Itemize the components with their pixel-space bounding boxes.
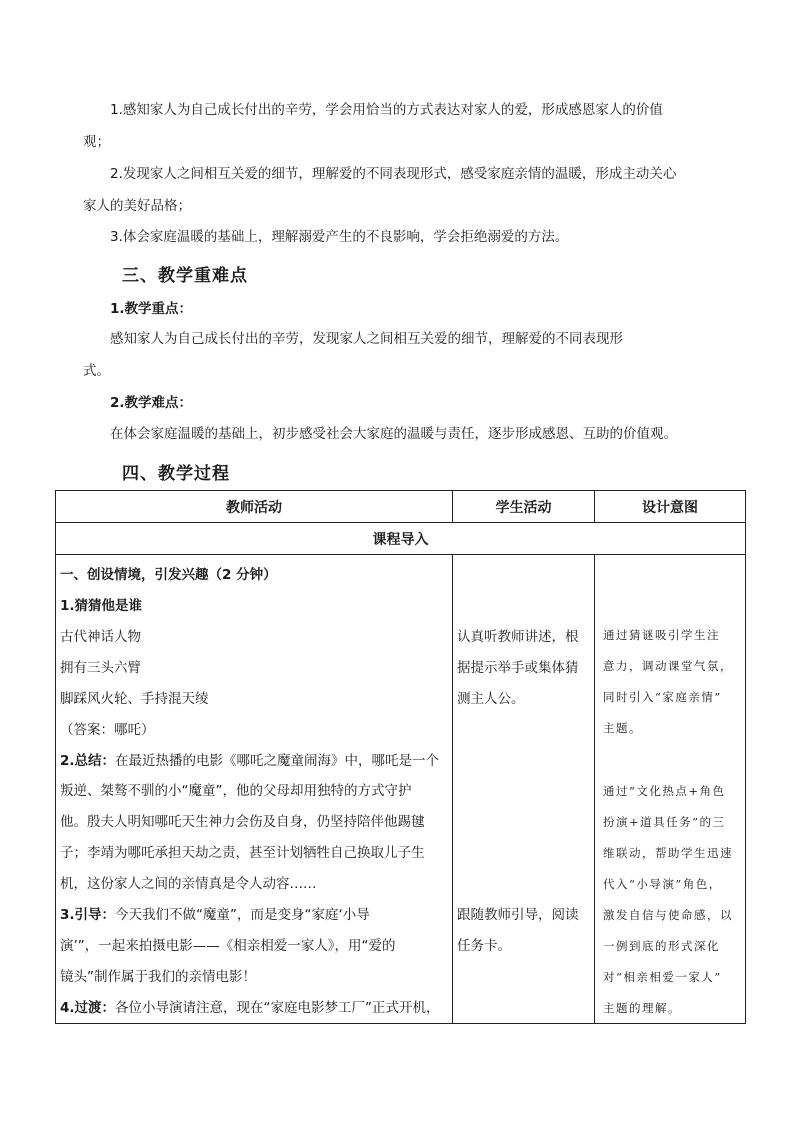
key-point-text-line2: 式。 <box>83 363 110 379</box>
key-point-label: 1.教学重点： <box>110 301 193 317</box>
difficult-point-label: 2.教学难点： <box>110 395 193 411</box>
design-line: 同时引入“家庭亲情” <box>603 690 722 704</box>
section-heading-process: 四、教学过程 <box>122 464 230 484</box>
header-teacher-activity: 教师活动 <box>56 491 453 523</box>
teacher-line: （答案：哪吒） <box>60 722 155 738</box>
teacher-activity-cell <box>56 555 453 1024</box>
student-line: 测主人公。 <box>457 691 525 707</box>
teacher-line: 1.猜猜他是谁 <box>60 598 143 614</box>
student-line: 认真听教师讲述，根 <box>457 629 579 645</box>
student-line: 任务卡。 <box>457 938 511 954</box>
design-line: 代入“小导演”角色， <box>603 877 722 891</box>
design-line: 对“相亲相爱一家人” <box>603 970 722 984</box>
design-line: 一例到底的形式深化 <box>603 939 720 953</box>
design-line: 激发自信与使命感，以 <box>603 908 733 922</box>
section-heading-key-difficult: 三、教学重难点 <box>122 266 248 286</box>
design-line: 维联动，帮助学生迅速 <box>603 846 733 860</box>
objective-2-line1: 2.发现家人之间相互关爱的细节，理解爱的不同表现形式，感受家庭亲情的温暖，形成主动关心 <box>110 166 677 182</box>
table-row <box>56 555 746 1024</box>
student-line: 据提示举手或集体猜 <box>457 660 579 676</box>
teacher-line: 一、创设情境，引发兴趣（2 分钟） <box>60 567 277 583</box>
teacher-line: 拥有三头六臂 <box>60 660 141 676</box>
teacher-line: 叛逆、桀骜不驯的小“魔童”，他的父母却用独特的方式守护 <box>60 783 412 799</box>
student-line: 跟随教师引导，阅读 <box>457 907 579 923</box>
design-intent-cell <box>595 555 746 1024</box>
teaching-process-table <box>55 490 746 1024</box>
teacher-line: 脚踩风火轮、手持混天绫 <box>60 691 209 707</box>
student-activity-cell <box>453 555 595 1024</box>
objective-1-line2: 观； <box>83 134 110 150</box>
teacher-line: 他。殷夫人明知哪吒天生神力会伤及自身，仍坚持陪伴他踢毽 <box>60 814 425 830</box>
teacher-line: 演’”，一起来拍摄电影——《相亲相爱一家人》，用“爱的 <box>60 938 396 954</box>
design-line: 通过“文化热点+角色 <box>603 784 726 798</box>
design-line: 通过猜谜吸引学生注 <box>603 628 720 642</box>
design-line: 主题。 <box>603 721 642 735</box>
teacher-line: 3.引导：今天我们不做“魔童”，而是变身“家庭‘小导 <box>60 907 370 923</box>
design-line: 主题的理解。 <box>603 1001 681 1015</box>
section-title-course-intro: 课程导入 <box>56 523 746 555</box>
header-design-intent: 设计意图 <box>595 491 746 523</box>
header-student-activity: 学生活动 <box>453 491 595 523</box>
table-header-row <box>56 491 746 523</box>
objective-2-line2: 家人的美好品格； <box>83 198 191 214</box>
teacher-line: 镜头”制作属于我们的亲情电影！ <box>60 969 256 985</box>
teacher-line: 2.总结：在最近热播的电影《哪吒之魔童闹海》中，哪吒是一个 <box>60 753 440 769</box>
objective-3: 3.体会家庭温暖的基础上，理解溺爱产生的不良影响，学会拒绝溺爱的方法。 <box>110 229 569 245</box>
teacher-line: 古代神话人物 <box>60 629 141 645</box>
design-line: 扮演+道具任务”的三 <box>603 815 726 829</box>
design-line: 意力，调动课堂气氛， <box>603 659 733 673</box>
teacher-line: 机，这份家人之间的亲情真是令人动容…… <box>60 876 317 892</box>
key-point-text-line1: 感知家人为自己成长付出的辛劳，发现家人之间相互关爱的细节，理解爱的不同表现形 <box>110 331 623 347</box>
section-title-row <box>56 523 746 555</box>
teacher-line: 子；李靖为哪吒承担天劫之责，甚至计划牺牲自己换取儿子生 <box>60 845 425 861</box>
objective-1-line1: 1.感知家人为自己成长付出的辛劳，学会用恰当的方式表达对家人的爱，形成感恩家人的价值 <box>110 102 663 118</box>
difficult-point-text: 在体会家庭温暖的基础上，初步感受社会大家庭的温暖与责任，逐步形成感恩、互助的价值观。 <box>110 426 677 442</box>
teacher-line: 4.过渡：各位小导演请注意，现在“家庭电影梦工厂”正式开机， <box>60 1000 440 1016</box>
